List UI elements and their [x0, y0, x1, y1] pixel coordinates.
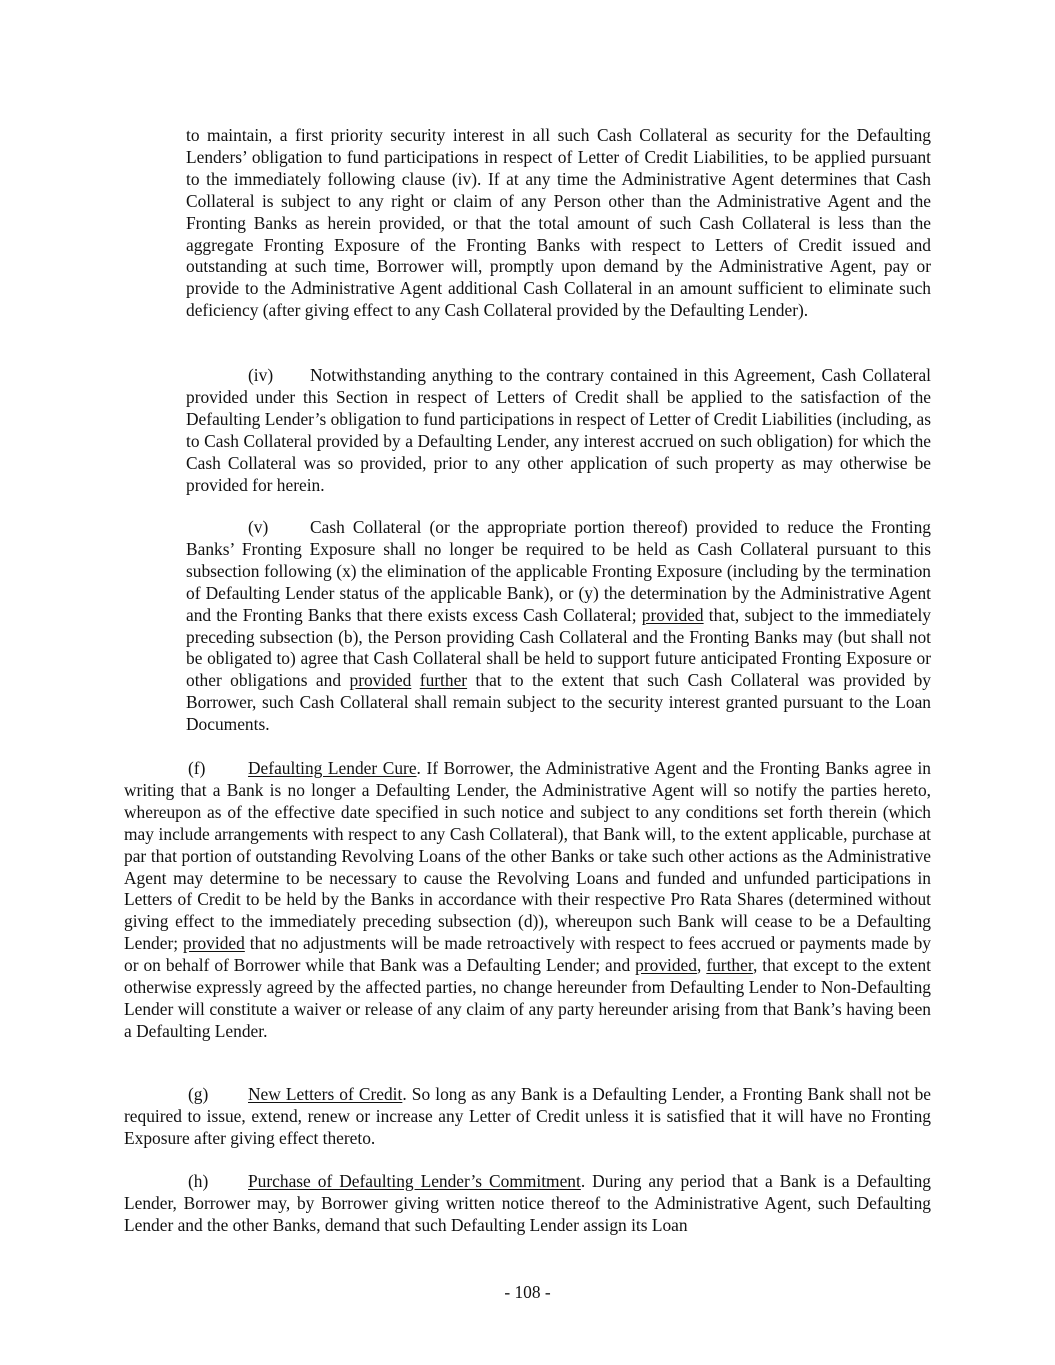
section-heading: Defaulting Lender Cure	[248, 758, 417, 778]
underlined-term: provided	[183, 933, 245, 954]
paragraph-text: Notwithstanding anything to the contrary contained in this Agreement, Cash Collateral provided under this Section in respect of Letters of Credit shall be applied to the satisfaction of the Defaulting Lender’s obligation to fund participations in respect of Letter of Credit Liabilities (including, as to Cash Collateral provided by a Defaulting Lender, any interest accrued on such obligation) for which the Cash Collateral was so provided, prior to any other application of such property as may otherwise be provided for herein.	[186, 365, 931, 495]
paragraph-text: that no adjustments will be made retroactively with respect to fees accrued or payments made by or on behalf of Borrower while that Bank was a Defaulting Lender; and	[124, 933, 931, 976]
paragraph-v	[186, 517, 931, 736]
paragraph-text: that to the extent that such Cash Collateral was provided by Borrower, such Cash Collateral shall remain subject to the security interest granted pursuant to the Loan Documents.	[186, 670, 931, 735]
clause-number: (v)	[248, 517, 269, 537]
paragraph-text: . So long as any Bank is a Defaulting Lender, a Fronting Bank shall not be required to issue, extend, renew or increase any Letter of Credit unless it is satisfied that it will have no Fronting Exposure after giving effect thereto.	[124, 1084, 931, 1148]
underlined-term: further	[706, 955, 753, 976]
paragraph-text: that, subject to the immediately preceding subsection (b), the Person providing Cash Collateral and the Fronting Banks may (but shall not be obligated to) agree that Cash Collateral shall be held to support future anticipated Fronting Exposure or other obligations and	[186, 604, 932, 691]
paragraph-text: , that except to the extent otherwise expressly agreed by the affected parties, no change hereunder from Defaulting Lender to Non-Defaulting Lender will constitute a waiver or release of any claim of any party hereunder arising from that Bank’s having been a Defaulting Lender.	[124, 955, 931, 1041]
paragraph-text: ,	[696, 955, 707, 976]
underlined-term: provided	[641, 604, 704, 625]
page-number: - 108 -	[504, 1282, 551, 1302]
clause-number: (iv)	[248, 365, 274, 385]
underlined-term: provided	[349, 670, 412, 691]
clause-number: (g)	[188, 1084, 209, 1104]
clause-number: (h)	[188, 1171, 209, 1191]
paragraph-f	[124, 758, 931, 1043]
paragraph-text: Cash Collateral (or the appropriate portion thereof) provided to reduce the Fronting Banks’ Fronting Exposure shall no longer be required to be held as Cash Collateral pursuant to this subsection following (x) the elimination of the applicable Fronting Exposure (including by the termination of Defaulting Lender status of the applicable Bank), or (y) the determination by the Administrative Agent and the Fronting Banks that there exists excess Cash Collateral;	[186, 517, 931, 625]
section-heading: New Letters of Credit	[248, 1084, 403, 1104]
paragraph-iv	[186, 365, 931, 496]
paragraph-text: . If Borrower, the Administrative Agent and the Fronting Banks agree in writing that a Bank is no longer a Defaulting Lender, the Administrative Agent will so notify the parties hereto, whereupon as of the effective date specified in such notice and subject to any conditions set forth therein (which may include arrangements with respect to any Cash Collateral), that Bank will, to the extent applicable, purchase at par that portion of outstanding Revolving Loans of the other Banks or take such other actions as the Administrative Agent may determine to be necessary to cause the Revolving Loans and funded and unfunded participations in Letters of Credit to be held by the Banks in accordance with their respective Pro Rata Shares (determined without giving effect to the immediately preceding subsection (d)), whereupon such Bank will cease to be a Defaulting Lender;	[124, 758, 931, 954]
paragraph-text: . During any period that a Bank is a Defaulting Lender, Borrower may, by Borrower giving written notice thereof to the Administrative Agent, such Defaulting Lender and the other Banks, demand that such Defaulting Lender assign its Loan	[124, 1171, 931, 1235]
paragraph-text	[411, 670, 419, 690]
paragraph-g	[124, 1084, 931, 1150]
section-heading: Purchase of Defaulting Lender’s Commitment	[248, 1171, 581, 1191]
paragraph-h	[124, 1171, 931, 1237]
underlined-term: provided	[635, 955, 697, 976]
underlined-term: further	[419, 670, 468, 691]
clause-number: (f)	[188, 758, 206, 778]
paragraph-continuation: to maintain, a first priority security interest in all such Cash Collateral as security for the Defaulting Lenders’ obligation to fund participations in respect of Letter of Credit Liabilities, to be applied pursuant to the immediately following clause (iv). If at any time the Administrative Agent determines that Cash Collateral is subject to any right or claim of any Person other than the Administrative Agent and the Fronting Banks as herein provided, or that the total amount of such Cash Collateral is less than the aggregate Fronting Exposure of the Fronting Banks with respect to Letters of Credit issued and outstanding at such time, Borrower will, promptly upon demand by the Administrative Agent, pay or provide to the Administrative Agent additional Cash Collateral in an amount sufficient to eliminate such deficiency (after giving effect to any Cash Collateral provided by the Defaulting Lender).	[186, 125, 931, 321]
